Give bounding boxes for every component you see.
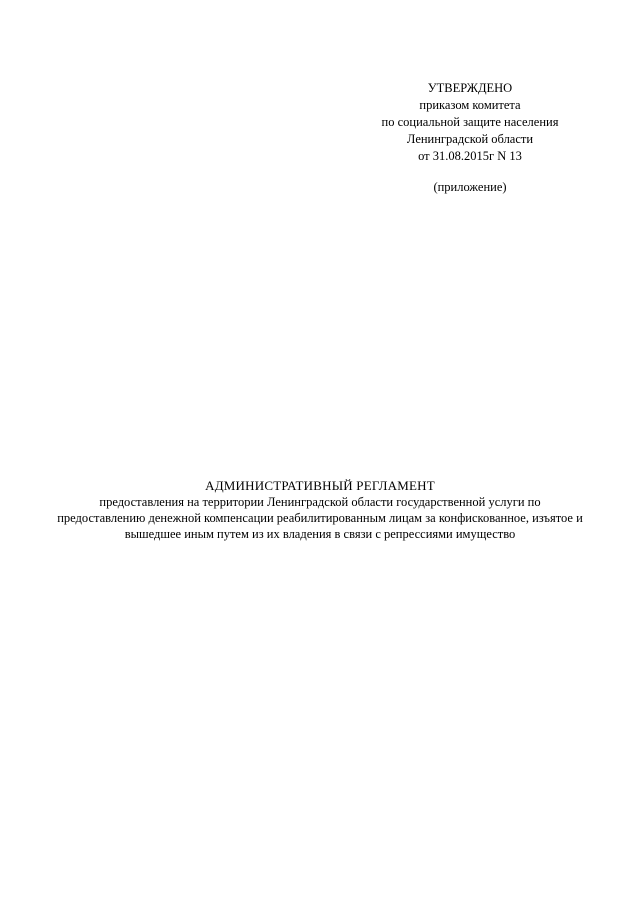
regulation-subject-line-2: предоставлению денежной компенсации реабилитированным лицам за конфискованное, изъятое и (57, 511, 583, 525)
approval-line-order: приказом комитета (419, 98, 521, 112)
regulation-title: АДМИНИСТРАТИВНЫЙ РЕГЛАМЕНТ (205, 478, 435, 493)
approval-line-region: Ленинградской области (406, 132, 534, 146)
regulation-subject-line-1: предоставления на территории Ленинградской области государственной услуги по (99, 495, 541, 509)
approval-line-committee: по социальной защите населения (381, 115, 559, 129)
regulation-subject-line-3: вышедшее иным путем из их владения в связи с репрессиями имущество (124, 527, 516, 541)
approval-appendix: (приложение) (433, 180, 507, 194)
regulation-block (40, 478, 600, 542)
approval-line-date: от 31.08.2015г N 13 (418, 149, 522, 163)
approval-block (360, 80, 580, 196)
approval-heading: УТВЕРЖДЕНО (427, 81, 513, 95)
regulation-subject (40, 494, 600, 542)
